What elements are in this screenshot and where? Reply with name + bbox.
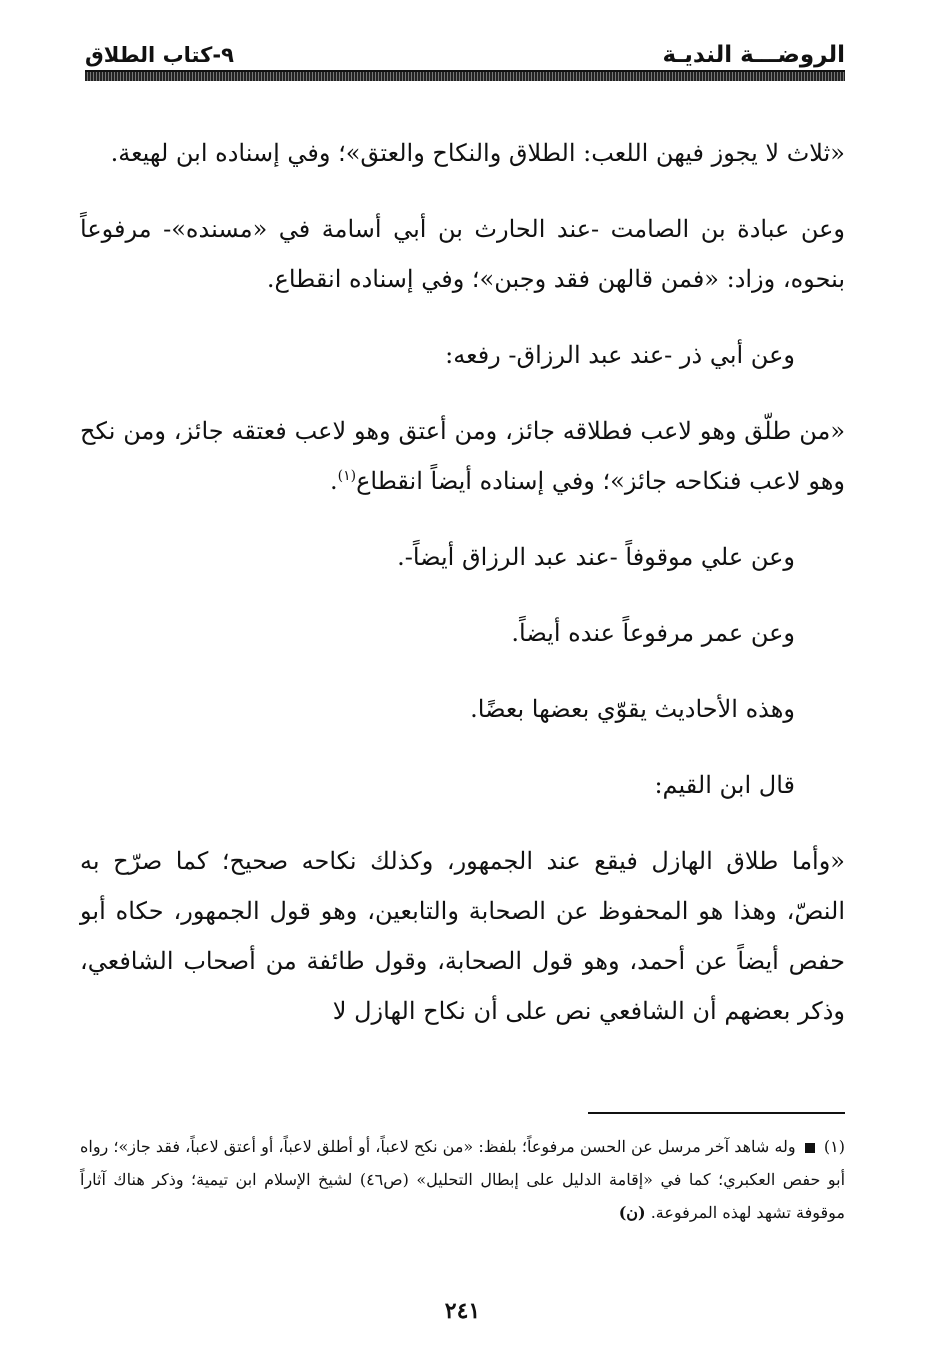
footnote-signature: (ن) xyxy=(618,1203,646,1222)
page-header xyxy=(85,38,845,72)
footnote-divider xyxy=(588,1112,845,1114)
footnote-marker: (١) xyxy=(823,1137,845,1156)
paragraph: قال ابن القيم: xyxy=(654,771,795,799)
header-divider-pattern xyxy=(85,72,845,81)
book-title: الروضـــة النديـة xyxy=(662,42,845,68)
paragraph xyxy=(80,406,845,506)
footnote-text: وله شاهد آخر مرسل عن الحسن مرفوعاً؛ بلفظ: «من نكح لاعباً، أو أطلق لاعباً، أو أعتق لاعباً، فقد جاز»؛ رواه أبو حفص العكبري؛ كما في «إقامة الدليل على إبطال التحليل» (ص٤٦) لشيخ الإسلام ابن تيمية؛ وذكر هناك آثاراً موقوفة تشهد لهذه المرفوعة. xyxy=(80,1137,846,1222)
paragraph: وعن أبي ذر -عند عبد الرزاق- رفعه: xyxy=(445,341,795,369)
paragraph: «وأما طلاق الهازل فيقع عند الجمهور، وكذلك نكاحه صحيح؛ كما صرّح به النصّ، وهذا هو المحفوظ عن الصحابة والتابعين، وهو قول الجمهور، حكاه أبو حفص أيضاً عن أحمد، وهو قول الصحابة، وقول طائفة من أصحاب الشافعي، وذكر بعضهم أن الشافعي نص على أن نكاح الهازل لا xyxy=(80,847,846,1025)
paragraph: وهذه الأحاديث يقوّي بعضها بعضًا. xyxy=(470,695,795,723)
footnotes xyxy=(80,1130,845,1229)
paragraph: وعن عمر مرفوعاً عنده أيضاً. xyxy=(511,619,795,647)
main-text xyxy=(80,128,845,1062)
paragraph: «ثلاث لا يجوز فيهن اللعب: الطلاق والنكاح والعتق»؛ وفي إسناده ابن لهيعة. xyxy=(110,139,845,167)
chapter-title: ٩-كتاب الطلاق xyxy=(85,43,234,67)
square-icon xyxy=(805,1143,815,1153)
footnote-reference: (١) xyxy=(337,468,357,484)
page-number: ٢٤١ xyxy=(444,1298,481,1324)
paragraph: وعن علي موقوفاً -عند عبد الرزاق أيضاً-. xyxy=(397,543,795,571)
paragraph-end: . xyxy=(329,467,338,495)
paragraph-text: «من طلّق وهو لاعب فطلاقه جائز، ومن أعتق وهو لاعب فعتقه جائز، ومن نكح وهو لاعب فنكاحه جائز»؛ وفي إسناده أيضاً انقطاع xyxy=(80,417,845,495)
paragraph: وعن عبادة بن الصامت -عند الحارث بن أبي أسامة في «مسنده»- مرفوعاً بنحوه، وزاد: «فمن قالهن فقد وجبن»؛ وفي إسناده انقطاع. xyxy=(80,215,845,293)
